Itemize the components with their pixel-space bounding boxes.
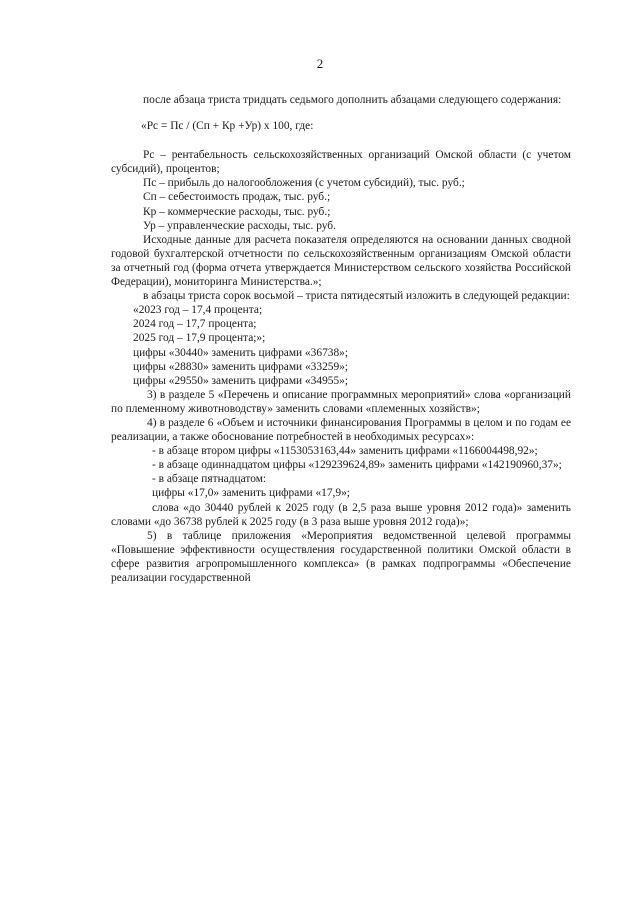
paragraph-section-5: 3) в разделе 5 «Перечень и описание программных мероприятий» слова «организаций по племенному животноводству» заменить словами «племенных хозяйств»; (111, 388, 571, 415)
paragraph-ps-definition: Пс – прибыль до налогообложения (с учетом субсидий), тыс. руб.; (143, 177, 465, 190)
paragraph-rs-definition: Рс – рентабельность сельскохозяйственных организаций Омской области (с учетом субсидий), процентов; (111, 149, 571, 176)
paragraph-appendix-table: 5) в таблице приложения «Мероприятия ведомственной целевой программы «Повышение эффективности осуществления государственной политики Омской области в сфере развития агропромышленного комплекса» (в рамках подпрограммы «Обеспечение реализации государственной (111, 529, 571, 584)
paragraph-abzats-eleventh: - в абзаце одиннадцатом цифры «129239624,89» заменить цифрами «142190960,37»; (152, 459, 562, 472)
paragraph-digits-28830: цифры «28830» заменить цифрами «33259»; (133, 360, 349, 373)
page-number: 2 (316, 56, 324, 71)
paragraph-abzats-348: в абзацы триста сорок восьмой – триста пятидесятый изложить в следующей редакции: (143, 290, 570, 303)
paragraph-source-data: Исходные данные для расчета показателя определяются на основании данных сводной годовой бухгалтерской отчетности по сельскохозяйственным организациям Омской области за отчетный год (форма отчета утверждается Министерством сельского хозяйства Российской Федерации), мониторинга Министерства.»; (111, 233, 571, 289)
paragraph-digits-29550: цифры «29550» заменить цифрами «34955»; (133, 374, 349, 387)
paragraph-intro: после абзаца триста тридцать седьмого дополнить абзацами следующего содержания: (143, 94, 562, 106)
paragraph-year-2024: 2024 год – 17,7 процента; (133, 318, 257, 331)
document-body (111, 93, 571, 585)
paragraph-section-6: 4) в разделе 6 «Объем и источники финансирования Программы в целом и по годам ее реализации, а также обоснование потребностей в необходимых ресурсах»: (111, 416, 571, 444)
paragraph-year-2023: «2023 год – 17,4 процента; (133, 304, 263, 317)
paragraph-words-30440: слова «до 30440 рублей к 2025 году (в 2,5 раза выше уровня 2012 года)» заменить словами «до 36738 рублей к 2025 году (в 3 раза выше уровня 2012 года)»; (111, 501, 571, 528)
paragraph-digits-30440: цифры «30440» заменить цифрами «36738»; (133, 346, 349, 359)
paragraph-kr-definition: Кр – коммерческие расходы, тыс. руб.; (143, 205, 331, 218)
formula: «Рс = Пс / (Сп + Кр +Ур) х 100, где: (141, 120, 314, 133)
paragraph-ur-definition: Ур – управленческие расходы, тыс. руб. (143, 219, 336, 232)
paragraph-digits-17: цифры «17,0» заменить цифрами «17,9»; (152, 487, 350, 500)
paragraph-abzats-second: - в абзаце втором цифры «1153053163,44» заменить цифрами «1166004498,92»; (152, 445, 538, 458)
paragraph-sp-definition: Сп – себестоимость продаж, тыс. руб.; (143, 191, 331, 204)
paragraph-abzats-fifteenth: - в абзаце пятнадцатом: (152, 473, 267, 486)
paragraph-year-2025: 2025 год – 17,9 процента;»; (133, 332, 266, 345)
